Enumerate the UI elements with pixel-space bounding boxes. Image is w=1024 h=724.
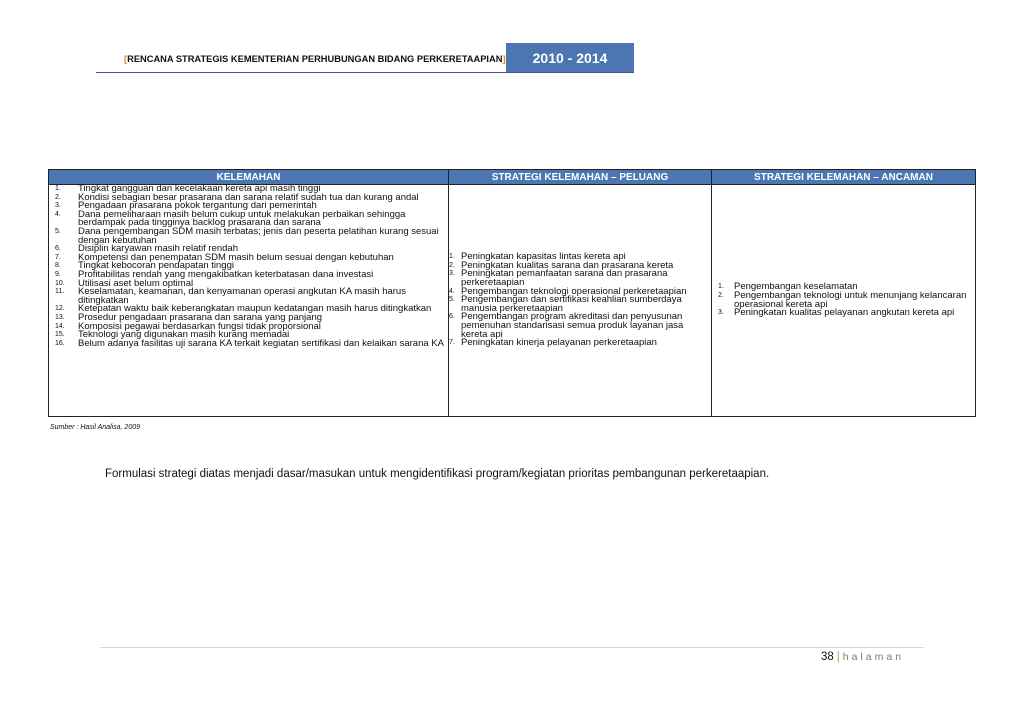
opportunity-strategy-item bbox=[449, 313, 711, 339]
list-text: Komposisi pegawai berdasarkan fungsi tidak proporsional bbox=[78, 320, 321, 332]
list-text: Keselamatan, keamanan, dan kenyamanan operasi angkutan KA masih harus ditingkatkan bbox=[78, 286, 406, 306]
col-header-weakness-opportunity: STRATEGI KELEMAHAN – PELUANG bbox=[449, 170, 712, 185]
footer-divider bbox=[100, 647, 924, 648]
list-text: Pengembangan keselamatan bbox=[734, 281, 858, 293]
source-note: Sumber : Hasil Analisa, 2009 bbox=[50, 424, 141, 431]
list-text: Peningkatan kualitas pelayanan angkutan kereta api bbox=[734, 307, 955, 319]
bracket-open: [ bbox=[124, 54, 128, 64]
threat-strategy-item bbox=[712, 309, 975, 318]
opportunity-strategies-cell bbox=[449, 185, 712, 417]
list-number: 9. bbox=[55, 270, 61, 278]
list-number: 5. bbox=[449, 296, 455, 304]
page-footer bbox=[821, 651, 904, 663]
list-text: Pengadaan prasarana pokok tergantung dari pemerintah bbox=[78, 200, 317, 212]
list-number: 5. bbox=[55, 227, 61, 235]
col-header-weaknesses: KELEMAHAN bbox=[49, 170, 449, 185]
weaknesses-cell bbox=[49, 185, 449, 417]
header-title-text: RENCANA STRATEGIS KEMENTERIAN PERHUBUNGAN BIDANG PERKERETAAPIAN bbox=[127, 54, 503, 64]
list-number: 6. bbox=[449, 313, 455, 321]
list-number: 4. bbox=[55, 210, 61, 218]
page-number: 38 bbox=[821, 651, 834, 663]
list-text: Kondisi sebagian besar prasarana dan sarana relatif sudah tua dan kurang andal bbox=[78, 191, 419, 203]
list-text: Teknologi yang digunakan masih kurang memadai bbox=[78, 329, 290, 341]
body-paragraph: Formulasi strategi diatas menjadi dasar/masukan untuk mengidentifikasi program/kegiatan prioritas pembangunan perkeretaapian. bbox=[105, 468, 770, 480]
col-header-weakness-threat: STRATEGI KELEMAHAN – ANCAMAN bbox=[712, 170, 976, 185]
list-text: Profitabilitas rendah yang mengakibatkan keterbatasan dana investasi bbox=[78, 268, 374, 280]
list-number: 6. bbox=[55, 245, 61, 253]
list-number: 3. bbox=[718, 309, 724, 317]
list-number: 2. bbox=[718, 291, 724, 299]
list-text: Peningkatan kualitas sarana dan prasarana kereta bbox=[461, 259, 674, 271]
list-number: 7. bbox=[449, 339, 455, 347]
list-number: 7. bbox=[55, 253, 61, 261]
list-number: 2. bbox=[449, 261, 455, 269]
list-number: 11. bbox=[55, 288, 65, 296]
list-number: 2. bbox=[55, 193, 61, 201]
header-title bbox=[124, 54, 506, 64]
header-years-badge: 2010 - 2014 bbox=[506, 43, 634, 72]
list-text: Belum adanya fasilitas uji sarana KA terkait kegiatan sertifikasi dan kelaikan sarana KA bbox=[78, 337, 444, 349]
list-text: Pengembangan teknologi untuk menunjang kelancaran operasional kereta api bbox=[734, 289, 967, 310]
weakness-item bbox=[49, 337, 448, 349]
list-number: 3. bbox=[55, 202, 61, 210]
footer-page-word: halaman bbox=[842, 651, 905, 663]
threat-strategies-list bbox=[712, 283, 975, 317]
opportunity-strategy-item bbox=[449, 339, 711, 348]
list-number: 14. bbox=[55, 322, 65, 330]
list-text: Kompetensi dan penempatan SDM masih belum sesuai dengan kebutuhan bbox=[78, 251, 394, 263]
list-text: Pengembangan dan sertifikasi keahlian sumberdaya manusia perkeretaapian bbox=[461, 294, 682, 314]
list-text: Peningkatan kapasitas lintas kereta api bbox=[461, 251, 626, 263]
list-text: Pengembangan program akreditasi dan penyusunan pemenuhan standarisasi semua produk layanan jasa kereta api bbox=[461, 311, 684, 340]
list-number: 16. bbox=[55, 339, 65, 347]
list-number: 10. bbox=[55, 279, 65, 287]
list-text: Peningkatan kinerja pelayanan perkeretaapian bbox=[461, 337, 657, 349]
opportunity-strategies-list bbox=[449, 253, 711, 348]
list-number: 1. bbox=[718, 283, 724, 291]
swot-strategy-table bbox=[48, 169, 976, 417]
list-text: Tingkat kebocoran pendapatan tinggi bbox=[78, 260, 234, 272]
list-number: 1. bbox=[55, 185, 61, 192]
list-number: 4. bbox=[449, 287, 455, 295]
list-number: 15. bbox=[55, 331, 65, 339]
list-text: Dana pengembangan SDM masih terbatas; jenis dan peserta pelatihan kurang sesuai dengan kebutuhan bbox=[78, 225, 439, 246]
list-text: Disiplin karyawan masih relatif rendah bbox=[78, 243, 238, 255]
list-text: Pengembangan teknologi operasional perkeretaapian bbox=[461, 285, 687, 297]
list-text: Prosedur pengadaan prasarana dan sarana yang panjang bbox=[78, 311, 323, 323]
list-text: Ketepatan waktu baik keberangkatan maupun kedatangan masih harus ditingkatkan bbox=[78, 303, 432, 315]
header-divider bbox=[96, 72, 634, 73]
threat-strategies-cell bbox=[712, 185, 976, 417]
footer-separator: | bbox=[836, 651, 840, 663]
list-text: Peningkatan pemanfaatan sarana dan prasarana perkeretaapian bbox=[461, 268, 668, 289]
list-number: 12. bbox=[55, 305, 65, 313]
bracket-close: ] bbox=[502, 54, 506, 64]
list-number: 8. bbox=[55, 262, 61, 270]
list-text: Utilisasi aset belum optimal bbox=[78, 277, 194, 289]
list-text: Dana pemeliharaan masih belum cukup untuk melakukan perbaikan sehingga berdampak pada tingginya backlog prasarana dan sarana bbox=[78, 208, 406, 229]
list-number: 13. bbox=[55, 313, 65, 321]
list-number: 1. bbox=[449, 253, 455, 261]
weaknesses-list bbox=[49, 185, 448, 348]
list-text: Tingkat gangguan dan kecelakaan kereta api masih tinggi bbox=[78, 183, 321, 194]
list-number: 3. bbox=[449, 270, 455, 278]
